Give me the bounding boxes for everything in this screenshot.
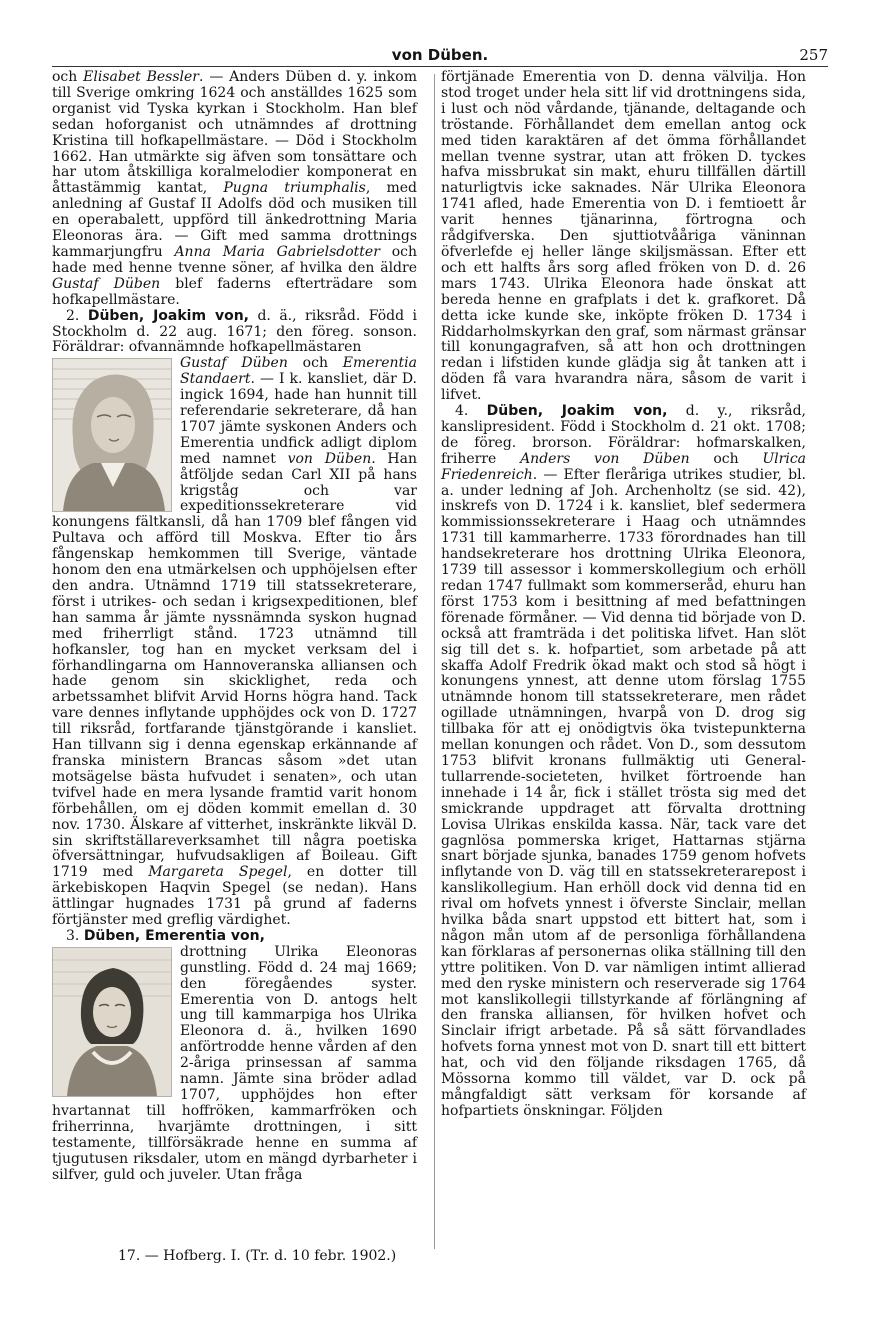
person-name: von Düben [287,450,372,467]
entry-1-continuation: och Elisabet Bessler. — Anders Düben d. y. inkom till Sverige omkring 1624 och anställdes 1625 som organist vid Tyska kyrkan i Stockholm. Han blef sedan hoforganist och utnämndes af drottning Kristina till hofkapellmästare. — Död i Stockholm 1662. Han utmärkte sig äfven som tonsättare och har utom åtskilliga koralmelodier komponerat en åttastämmig kantat, Pugna triumphalis, med anledning af Gustaf II Adolfs död och musiken till en operabalett, uppförd till änkedrottning Maria Eleonoras ära. — Gift med samma drottnings kammarjungfru Anna Maria Gabrielsdotter och hade med henne tvenne söner, af hvilka den äldre Gustaf Düben blef faderns efterträdare som hofkapellmästare. [52,69,417,308]
entry-3-body: drottning Ulrika Eleonoras gunstling. Född d. 24 maj 1669; den föregåendes syster. Emerentia von D. antogs helt ung till kammarpiga hos Ulrika Eleonora d. ä., hvilken 1690 anförtrodde henne vården af den 2-åriga prinsessan af samma namn. Jämte sina bröder adlad 1707, upphöjdes hon efter hvartannat till hoffröken, kammarfröken och friherrinna, hvarjämte drottningen, i sitt testamente, tillförsäkrade henne en summa af tjugutusen riksdaler, utom en mängd dyrbarheter i silfver, guld och juveler. Utan fråga [52,943,417,1183]
entry-3 [52,929,417,945]
page-title: von Düben. [391,46,489,64]
header-rule [52,66,828,67]
person-name: Gustaf Düben [180,355,288,372]
running-head [52,44,828,68]
right-column [441,70,806,1120]
portrait-engraving-icon [53,948,171,1096]
entry-4: 4. Düben, Joakim von, d. y., riksråd, kanslipresident. Född i Stockholm d. 21 okt. 1708; de föreg. brorson. Föräldrar: hofmarskalken, friherre Anders von Düben och Ulrica Friedenreich. — Efter fleråriga utrikes studier, bl. a. under ledning af Joh. Archenholtz (se sid. 42), inskrefs von D. 1724 i k. kansliet, blef sedermera kommissionssekreterare i Haag och utnämndes 1731 till kammarherre. 1733 förordnades han till handsekreterare hos drottning Ulrika Eleonora, 1739 till assessor i kommerskollegium och erhöll redan 1747 fullmakt som kommerseråd, ehuru han först 1753 kom i besittning af med befattningen förenade förmåner. — Vid denna tid började von D. också att framträda i det politiska lifvet. Han slöt sig till det s. k. hofpartiet, som arbetade på att skaffa Adolf Fredrik ökad makt och stod så högt i konungens ynnest, att denne utom förslag 1755 utnämnde honom till statssekreterare, men rådet ogillade utnämningen, hvarpå von D. drog sig tillbaka för att ej onödigtvis öka tvistepunkterna mellan konungen och rådet. Von D., som dessutom 1753 blifvit kronans fullmäktig uti General-tullarrende-societeten, hvilket förtroende han innehade i 14 år, fick i stället trösta sig med det smickrande uppdraget att förvalta drottning Lovisa Ulrikas enskilda kassa. När, tack vare det gagnlösa pommerska kriget, Hattarnas stjärna snart började sjunka, banades 1759 genom hofvets inflytande von D. väg till en statssekreterarepost i kanslikollegium. Han erhöll dock vid denna tid en rival om hofvets ynnest i öfverste Sinclair, mellan hvilka båda snart uppstod ett bittert hat, som i någon mån utom af de personliga förhållandena kan förklaras af personernas olika ställning till den yttre politiken. Von D. var nämligen intimt allierad med den ryske ministern och reserverade sig 1764 mot kanslikollegii tillstyrkande af förlängning af den franska alliansen, för hvilken hofvet och Sinclair ifrigt arbetade. På så sätt förvandlades hofvets forna ynnest mot von D. snart till ett bittert hat, och vid den följande riksdagen 1765, då Mössorna kommo till väldet, var D. ock på mångfaldigt sätt verksam för korsande af hofpartiets önskningar. Följden [441,403,807,1119]
person-name: Emerentia Standaert [180,355,417,388]
left-column [52,70,417,1183]
page-number: 257 [799,46,828,64]
entry-number: 3. [66,927,80,944]
entry-headword: Düben, Joakim von, [87,307,249,324]
entry-number: 2. [66,307,80,324]
portrait-emerentia-von-duben [52,947,172,1097]
printer-signature: 17. — Hofberg. I. (Tr. d. 10 febr. 1902.) [118,1248,397,1264]
entry-number: 4. [455,403,469,420]
person-name: Margareta Spegel [148,864,288,881]
work-title: Pugna triumphalis [223,180,366,197]
person-name: Anna Maria Gabrielsdotter [174,243,380,260]
entry-2-body: Gustaf Düben och Emerentia Standaert. — I k. kansliet, där D. ingick 1694, hade han hunnit till referendarie sekreterare, då han 1707 jämte syskonen Anders och Emerentia undfick adligt diplom med namnet von Düben. Han åtföljde sedan Carl XII på hans krigståg och var expeditionssekreterare vid konungens fältkansli, då han 1709 blef fången vid Pultava och afförd till Moskva. Efter tio års fångenskap hemkommen till Sverige, väntade honom den ena utmärkelsen och upphöjelsen efter den andra. Utnämnd 1719 till statssekreterare, först i utrikes- och sedan i krigsexpeditionen, blef han samma år jämte nyssnämnda syskon hugnad med friherrligt stånd. 1723 utnämnd till hofkansler, tog han en mycket verksam del i förhandlingarna om Hannoveranska alliansen och hade genom sin skicklighet, reda och arbetssamhet blifvit Arvid Horns högra hand. Tack vare dennes inflytande upphöjdes ock von D. 1727 till riksråd, fortfarande tjänstgörande i kansliet. Han tillvann sig i denna egenskap erkännande af franska ministern Brancas såsom »det utan motsägelse bästa hufvudet i senaten», och utan tvifvel hade en mera lysande framtid varit honom förbehållen, om ej döden kommit emellan d. 30 nov. 1730. Älskare af vitterhet, inskränkte likväl D. sin skriftställareverksamhet till några poetiska öfversättningar, hufvudsakligen af Boileau. Gift 1719 med Margareta Spegel, en dotter till ärkebiskopen Haqvin Spegel (se nedan). Hans ättlingar hugnades 1731 på grund af faderns förtjänster med greflig värdighet. [52,355,417,929]
person-name: Ulrica Friedenreich [441,450,807,483]
portrait-joakim-von-duben [52,358,172,512]
entry-headword: Düben, Joakim von, [486,403,668,420]
person-name: Gustaf Düben [52,275,161,292]
person-name: Elisabet Bessler [83,69,199,85]
person-name: Anders von Düben [520,450,690,467]
entry-2: 2. Düben, Joakim von, d. ä., riksråd. Född i Stockholm d. 22 aug. 1671; den föreg. sonson. Föräldrar: ofvannämnde hofkapellmästaren [52,307,418,356]
entry-3-continuation: förtjänade Emerentia von D. denna välvilja. Hon stod troget under hela sitt lif vid drottningens sida, i lust och nöd vårdande, tjänande, deltagande och tröstande. Förhållandet dem emellan antog ock med tiden karaktären af det ömma förhållandet mellan tvenne systrar, utan att fröken D. tyckes hafva missbrukat sin makt, ehuru tillfällen därtill naturligtvis icke saknades. När Ulrika Eleonora 1741 afled, hade Emerentia von D. i femtioett år varit hennes tjänarinna, förtrogna och rådgifverska. Den sjuttiotvååriga väninnan öfverlefde ej heller länge skiljsmässan. Efter ett och ett halfts års sorg afled fröken von D. d. 26 mars 1743. Ulrika Eleonora hade önskat att bereda henne en grafplats i det k. grafkoret. Då detta icke kunde ske, inköpte fröken D. 1734 i Riddarholmskyrkan den graf, som närmast gränsar till konungagrafven, så att hon och drottningen redan i lifstiden kunde glädja sig åt tanken att i döden få vara hvarandra nära, såsom de varit i lifvet. [441,69,806,404]
entry-headword: Düben, Emerentia von, [83,927,265,944]
column-divider [434,74,435,1249]
portrait-engraving-icon [53,359,171,511]
